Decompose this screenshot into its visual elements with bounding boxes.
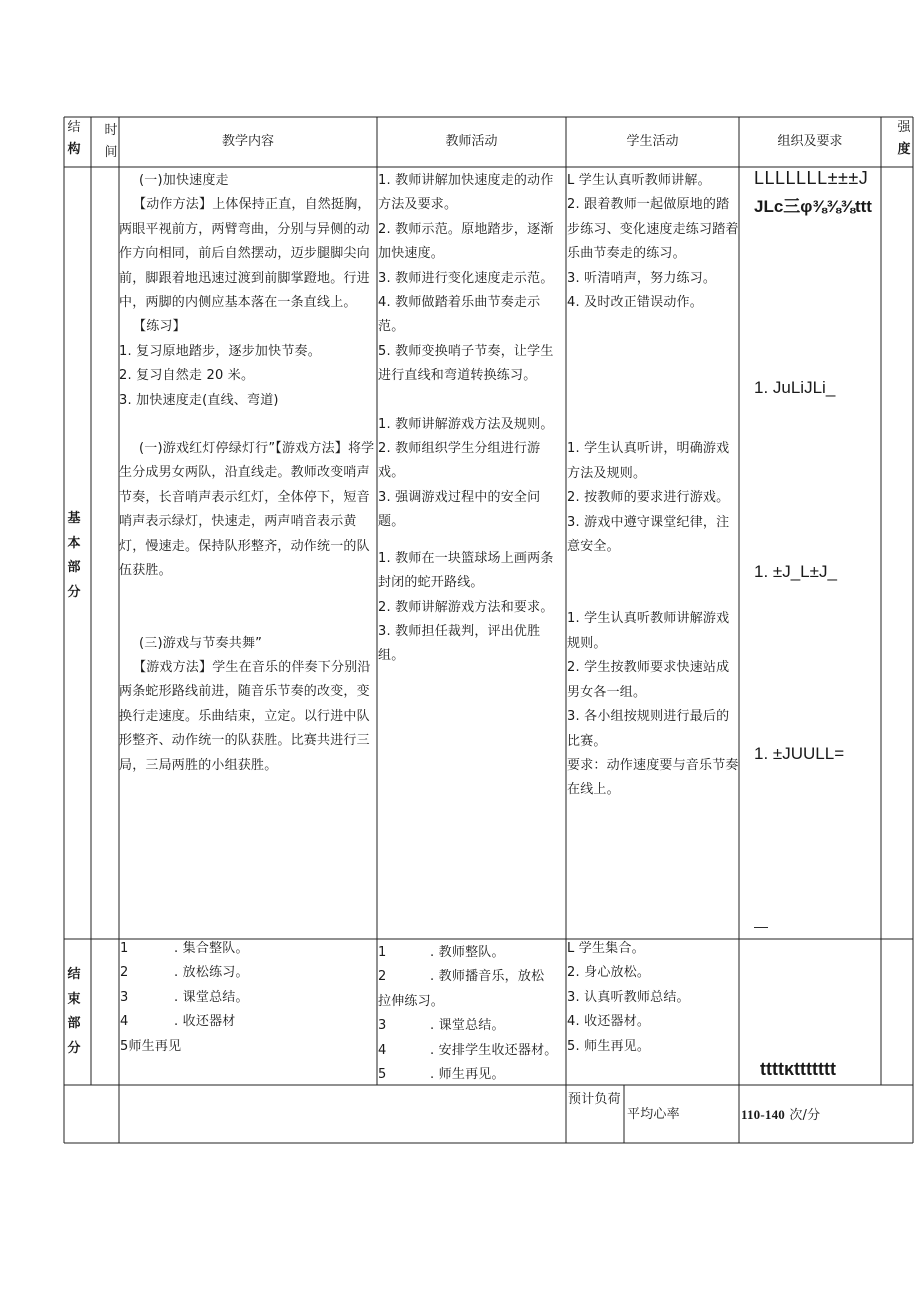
header-organization: 组织及要求 (777, 134, 843, 149)
student-requirement: 要求：动作速度要与音乐节奏在线上。 (567, 757, 739, 798)
student-step: 2. 跟着教师一起做原地的踏步练习、变化速度走练习踏着乐曲节奏走的练习。 (567, 197, 739, 262)
heart-rate-value: 110-140 次/分 (741, 1107, 821, 1123)
ending-student-item: 4. 收还器材。 (567, 1014, 651, 1030)
ending-teacher-activity (378, 941, 566, 1087)
ending-teacher-item: 3 . 课堂总结。 (378, 1018, 505, 1034)
ending-item: 3 . 课堂总结。 (120, 989, 249, 1005)
basic-section-label: 基 本 部 分 (67, 511, 81, 600)
student-step: 2. 学生按教师要求快速站成男女各一组。 (567, 660, 730, 700)
ending-student-item: 5. 师生再见。 (567, 1038, 651, 1054)
ending-teacher-item: 1 . 教师整队。 (378, 945, 505, 960)
teacher-step: 2. 教师讲解游戏方法和要求。 (378, 599, 554, 615)
formation-diagram-2: 1. ±J_L±J_ (754, 562, 837, 581)
teacher-step: 4. 教师做踏着乐曲节奏走示范。 (378, 295, 541, 335)
game-rhythm-title: (三)游戏与节奏共舞” (139, 635, 263, 651)
practice-label: 【练习】 (133, 319, 186, 335)
formation-diagram-line2: JLc三φ⅜⅜⅜ttt (754, 197, 872, 216)
ending-item: 2 . 放松练习。 (120, 965, 249, 981)
ending-student-activity (567, 937, 739, 1059)
header-student: 学生活动 (626, 134, 679, 149)
ending-teacher-item: 4 . 安排学生收还器材。 (378, 1042, 558, 1058)
student-step: 3. 各小组按规则进行最后的比赛。 (567, 709, 730, 749)
ending-formation-diagram: ttttκttttttt (760, 1059, 836, 1079)
ending-student-item: L 学生集合。 (567, 941, 645, 956)
teacher-step: 5. 教师变换哨子节奏，让学生进行直线和弯道转换练习。 (378, 343, 554, 384)
expected-load-label: 预计负荷 (568, 1092, 621, 1107)
header-time: 时 间 (104, 123, 118, 160)
student-step: L 学生认真听教师讲解。 (567, 173, 711, 188)
formation-dash: — (754, 918, 768, 934)
teacher-step: 1. 教师讲解游戏方法及规则。 (378, 416, 554, 432)
ending-student-item: 2. 身心放松。 (567, 965, 651, 981)
ending-item: 5师生再见 (120, 1038, 182, 1054)
ending-teacher-item: 2 . 教师播音乐，放松 (378, 969, 545, 985)
student-step: 4. 及时改正错误动作。 (567, 295, 703, 311)
teacher-step: 1. 教师在一块篮球场上画两条封闭的蛇开路线。 (378, 550, 554, 591)
teacher-step: 3. 教师进行变化速度走示范。 (378, 270, 554, 286)
header-teacher: 教师活动 (445, 134, 498, 149)
teacher-step: 2. 教师示范。原地踏步，逐渐加快速度。 (378, 221, 554, 262)
student-step: 3. 游戏中遵守课堂纪律，注意安全。 (567, 514, 730, 555)
teacher-step: 3. 教师担任裁判，评出优胜组。 (378, 623, 541, 664)
game-traffic-light: (一)游戏红灯停绿灯行”【游戏方法】将学生分成男女两队，沿直线走。教师改变哨声节奏，长音哨声表示红灯，全体停下，短音哨声表示绿灯，快速走，两声哨音表示黄灯，慢速走。保持队形整齐，动作统一的队伍获胜。 (119, 441, 375, 579)
ending-section-label: 结 束 部 分 (67, 967, 81, 1056)
fast-walk-method: 【动作方法】上体保持正直，自然挺胸，两眼平视前方，两臂弯曲，分别与异侧的动作方向相同，前后自然摆动，迈步腿脚尖向前，脚跟着地迅速过渡到前脚掌蹬地。行进中，两脚的内侧应基本落在一条直线上。 (119, 197, 371, 311)
fast-walk-title: (一)加快速度走 (139, 173, 229, 188)
teacher-step: 3. 强调游戏过程中的安全问题。 (378, 489, 541, 530)
ending-student-item: 3. 认真听教师总结。 (567, 989, 690, 1005)
teacher-step: 1. 教师讲解加快速度走的动作方法及要求。 (378, 173, 554, 213)
practice-item: 3. 加快速度走(直线、弯道) (119, 392, 279, 408)
formation-diagram-1: 1. JuLiJLi_ (754, 378, 836, 397)
ending-teacher-item: 5 . 师生再见。 (378, 1067, 505, 1083)
header-intensity: 强 度 (897, 120, 911, 157)
student-step: 1. 学生认真听教师讲解游戏规则。 (567, 611, 730, 651)
heart-rate-label: 平均心率 (627, 1107, 680, 1122)
practice-item: 2. 复习自然走 20 米。 (119, 368, 255, 384)
game-rhythm-method: 【游戏方法】学生在音乐的伴奏下分别沿两条蛇形路线前进，随音乐节奏的改变，变换行走速度。乐曲结束，立定。以行进中队形整齐、动作统一的队获胜。比赛共进行三局，三局两胜的小组获胜。 (119, 659, 371, 773)
ending-item: 1 . 集合整队。 (120, 941, 249, 956)
formation-diagram-line1: LLLLLLL±±±J (754, 168, 869, 188)
teacher-step: 2. 教师组织学生分组进行游戏。 (378, 441, 541, 481)
basic-student-activity (567, 169, 739, 803)
student-step: 3. 听清哨声，努力练习。 (567, 270, 717, 286)
student-step: 1. 学生认真听讲，明确游戏方法及规则。 (567, 441, 730, 481)
header-content: 教学内容 (221, 134, 274, 149)
basic-content (119, 169, 377, 778)
header-structure: 结 构 (67, 120, 81, 157)
basic-teacher-activity (378, 169, 566, 669)
student-step: 2. 按教师的要求进行游戏。 (567, 490, 730, 506)
ending-content (120, 937, 376, 1059)
practice-item: 1. 复习原地踏步，逐步加快节奏。 (119, 343, 321, 359)
ending-teacher-item: 拉伸练习。 (378, 993, 445, 1009)
ending-item: 4 . 收还器材 (120, 1014, 236, 1030)
formation-diagram-3: 1. ±JUULL= (754, 744, 845, 763)
